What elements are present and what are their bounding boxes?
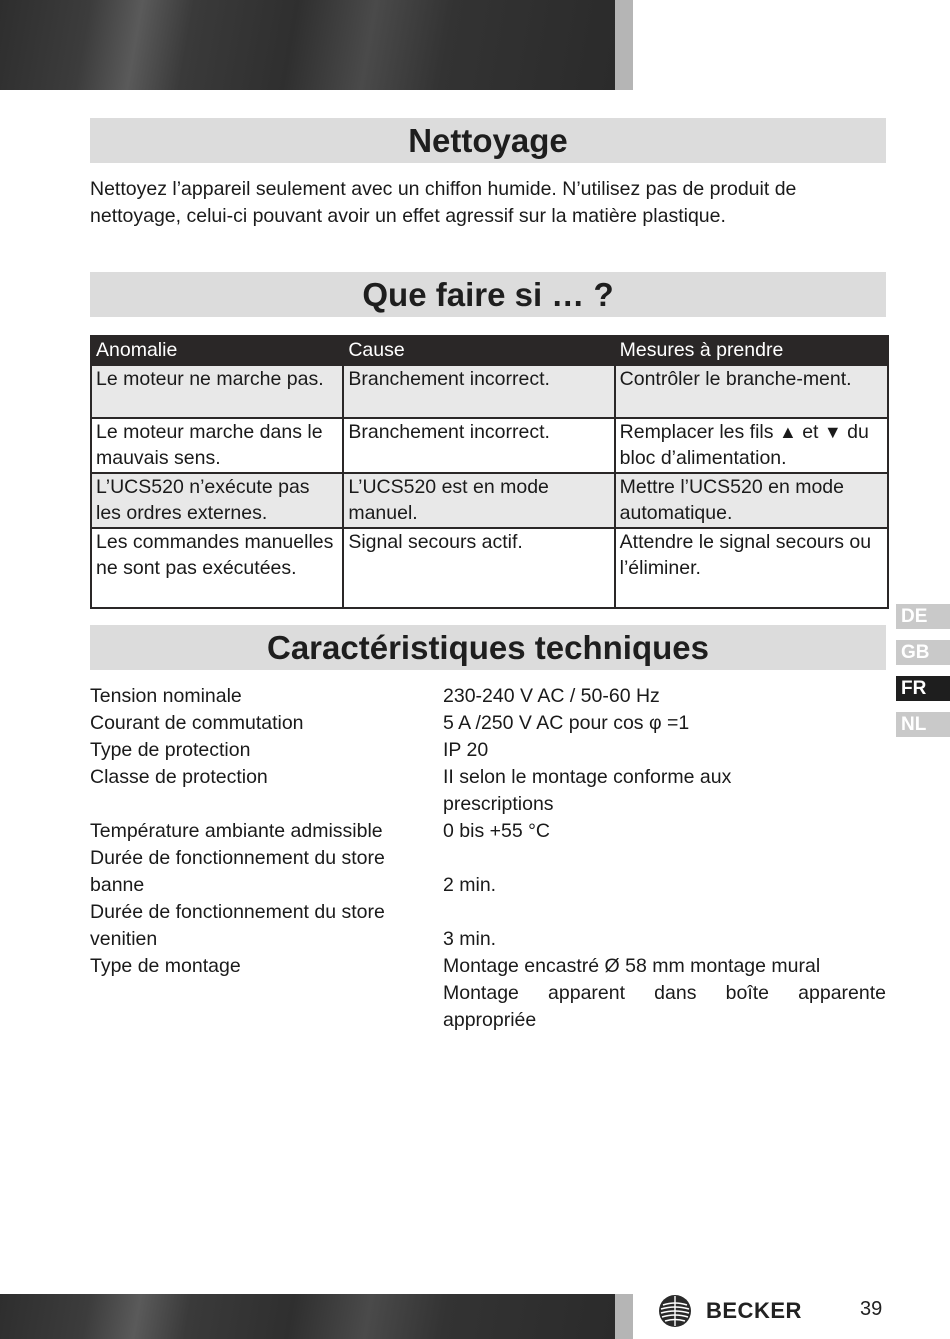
page-number: 39: [860, 1298, 883, 1320]
measure-text-mid: et: [802, 420, 819, 443]
becker-emblem-icon: [658, 1294, 692, 1328]
table-row: [91, 473, 888, 528]
cleaning-paragraph: Nettoyez l’appareil seulement avec un chiffon humide. N’utilisez pas de produit de nettoyage, celui-ci pouvant avoir un effet agressif sur la matière plastique.: [90, 178, 797, 227]
spec-label: Durée de fonctionnement du store venitien: [90, 901, 385, 950]
measure-text-start: Remplacer les fils: [619, 420, 774, 443]
measure-text-end: du bloc d’alimentation.: [619, 420, 869, 469]
anomaly-cell: Le moteur marche dans le mauvais sens.: [91, 418, 343, 473]
spec-label: Type de montage: [90, 955, 241, 977]
language-tabs: [896, 604, 950, 748]
anomaly-cell: Les commandes manuelles ne sont pas exécutées.: [91, 528, 343, 608]
anomaly-cell: Le moteur ne marche pas.: [91, 365, 343, 418]
table-header-row: [91, 336, 888, 365]
measure-cell: [615, 418, 888, 473]
spec-value: 0 bis +55 °C: [443, 820, 550, 842]
spec-label: Courant de commutation: [90, 712, 304, 734]
table-row: [91, 528, 888, 608]
becker-logo: [658, 1293, 808, 1329]
cause-cell: Branchement incorrect.: [343, 365, 614, 418]
spec-row: [90, 737, 890, 764]
top-header-banner: [0, 0, 633, 90]
language-tab-fr[interactable]: FR: [896, 676, 950, 701]
anomaly-cell: L’UCS520 n’exécute pas les ordres externes.: [91, 473, 343, 528]
spec-label: Classe de protection: [90, 766, 268, 788]
spec-row: [90, 899, 890, 953]
language-tab-gb[interactable]: GB: [896, 640, 950, 665]
spec-label: Tension nominale: [90, 685, 242, 707]
spec-value-group: [443, 953, 886, 1034]
spec-row: [90, 845, 890, 899]
spec-value-line: Montage encastré Ø 58 mm montage mural: [443, 955, 821, 977]
spec-value: IP 20: [443, 739, 489, 761]
brand-name: BECKER: [706, 1298, 802, 1323]
specifications-section-title: Caractéristiques techniques: [90, 625, 886, 670]
banner-edge: [615, 1294, 633, 1339]
measure-cell: Mettre l’UCS520 en mode automatique.: [615, 473, 888, 528]
table-row: [91, 418, 888, 473]
cleaning-section-title: Nettoyage: [90, 118, 886, 163]
troubleshooting-table: [90, 335, 889, 609]
measure-cell: Attendre le signal secours ou l’éliminer.: [615, 528, 888, 608]
spec-label: Température ambiante admissible: [90, 820, 383, 842]
column-header-cause: Cause: [343, 336, 614, 365]
column-header-anomaly: Anomalie: [91, 336, 343, 365]
cause-cell: Signal secours actif.: [343, 528, 614, 608]
spec-row: [90, 953, 890, 1034]
spec-value-line: Montage apparent dans boîte apparente appropriée: [443, 982, 886, 1031]
troubleshooting-section-title: Que faire si … ?: [90, 272, 886, 317]
spec-row: [90, 764, 890, 818]
spec-label: Durée de fonctionnement du store banne: [90, 847, 385, 896]
column-header-measures: Mesures à prendre: [615, 336, 888, 365]
measure-cell: Contrôler le branche-ment.: [615, 365, 888, 418]
table-row: [91, 365, 888, 418]
spec-label: Type de protection: [90, 739, 251, 761]
triangle-up-icon: ▲: [778, 421, 797, 442]
triangle-down-icon: ▼: [823, 421, 842, 442]
spec-value: 230-240 V AC / 50-60 Hz: [443, 685, 660, 707]
spec-row: [90, 818, 890, 845]
cause-cell: L’UCS520 est en mode manuel.: [343, 473, 614, 528]
language-tab-de[interactable]: DE: [896, 604, 950, 629]
spec-row: [90, 683, 890, 710]
cause-cell: Branchement incorrect.: [343, 418, 614, 473]
bottom-footer-banner: [0, 1294, 633, 1339]
spec-value: 3 min.: [443, 928, 497, 950]
spec-value: 5 A /250 V AC pour cos φ =1: [443, 712, 690, 734]
specifications-list: [90, 683, 890, 1034]
banner-edge: [615, 0, 633, 90]
language-tab-nl[interactable]: NL: [896, 712, 950, 737]
spec-value: II selon le montage conforme aux prescriptions: [443, 766, 732, 815]
spec-row: [90, 710, 890, 737]
spec-value: 2 min.: [443, 874, 497, 896]
